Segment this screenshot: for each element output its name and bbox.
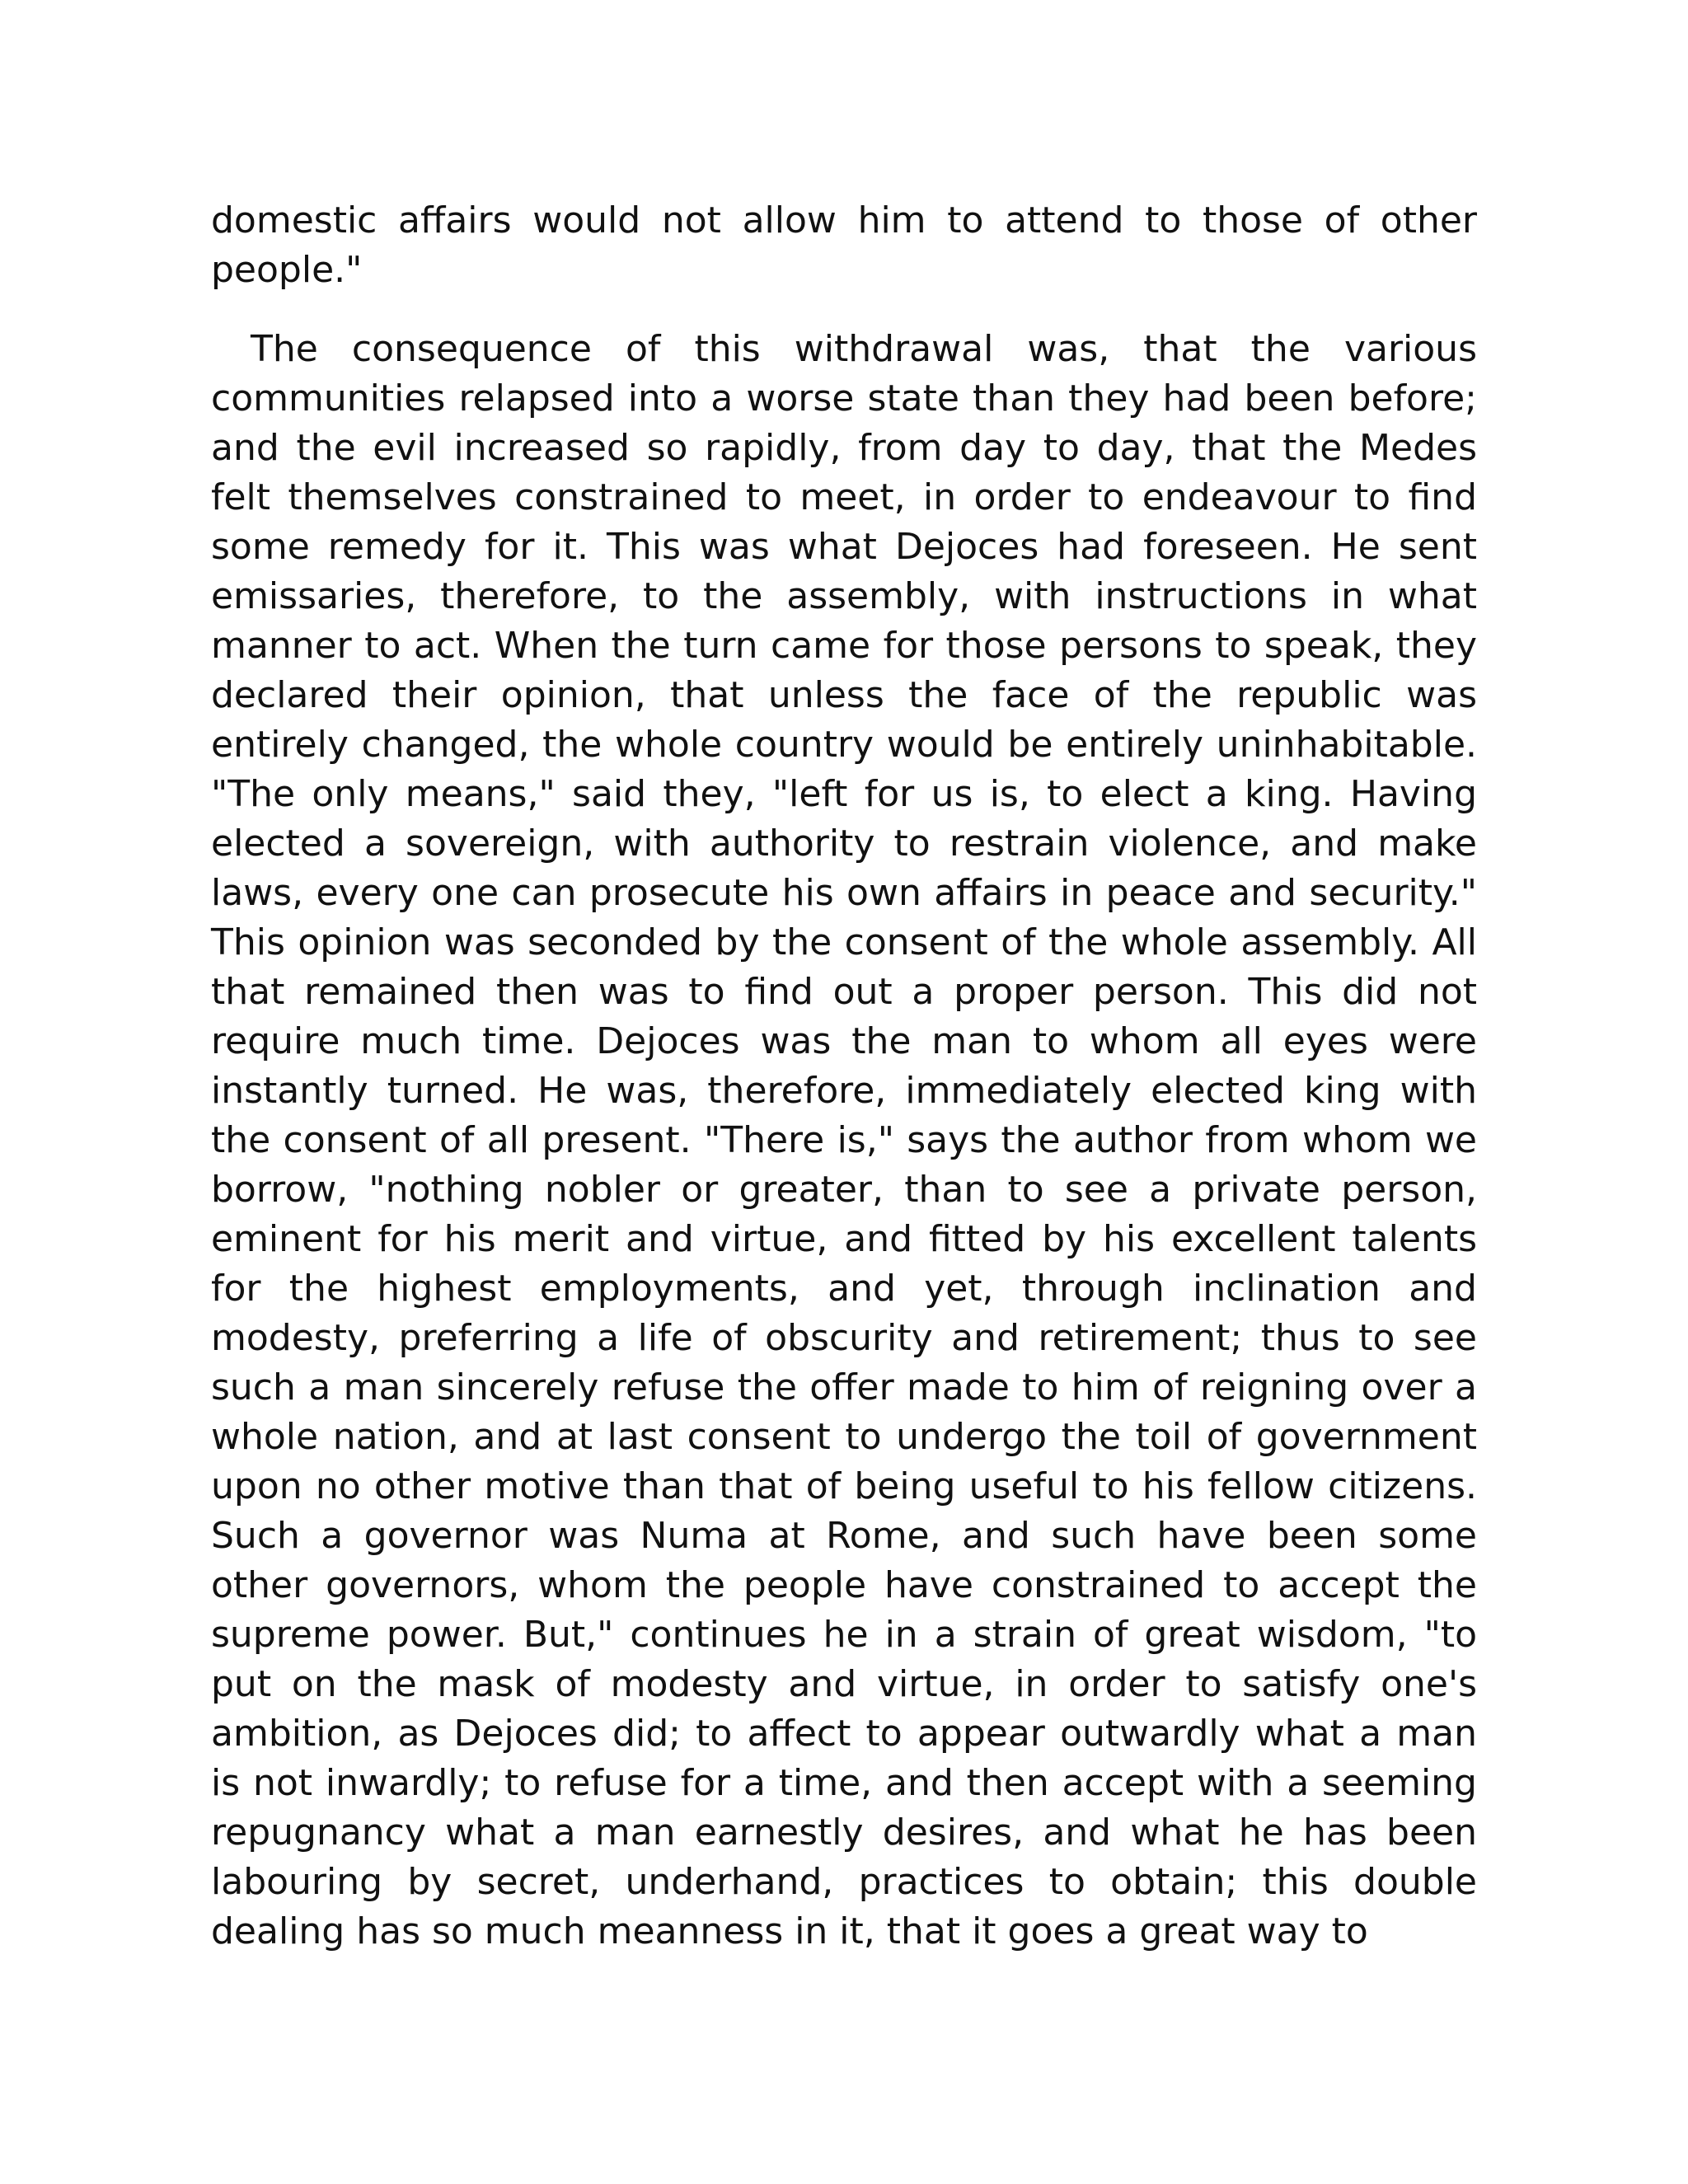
paragraph-main: The consequence of this withdrawal was, that the various communities relapsed into a worse state than they had been before; and the evil increased so rapidly, from day to day, that the Medes felt themselves constrained to meet, in order to endeavour to find some remedy for it. This was what Dejoces had foreseen. He sent emissaries, therefore, to the assembly, with instructions in what manner to act. When the turn came for those persons to speak, they declared their opinion, that unless the face of the republic was entirely changed, the whole country would be entirely uninhabitable. "The only means," said they, "left for us is, to elect a king. Having elected a sovereign, with authority to restrain violence, and make laws, every one can prosecute his own affairs in peace and security." This opinion was seconded by the consent of the whole assembly. All that remained then was to find out a proper person. This did not require much time. Dejoces was the man to whom all eyes were instantly turned. He was, therefore, immediately elected king with the consent of all present. "There is," says the author from whom we borrow, "nothing nobler or greater, than to see a private person, eminent for his merit and virtue, and fitted by his excellent talents for the highest employments, and yet, through inclination and modesty, preferring a life of obscurity and retirement; thus to see such a man sincerely refuse the offer made to him of reigning over a whole nation, and at last consent to undergo the toil of government upon no other motive than that of being useful to his fellow citizens. Such a governor was Numa at Rome, and such have been some other governors, whom the people have constrained to accept the supreme power. But," continues he in a strain of great wisdom, "to put on the mask of modesty and virtue, in order to satisfy one's ambition, as Dejoces did; to affect to appear outwardly what a man is not inwardly; to refuse for a time, and then accept with a seeming repugnancy what a man earnestly desires, and what he has been labouring by secret, underhand, practices to obtain; this double dealing has so much meanness in it, that it goes a great way to: [211, 328, 1477, 1952]
page-body: [211, 196, 1477, 1957]
paragraph-continued: domestic affairs would not allow him to attend to those of other people.": [211, 199, 1477, 291]
